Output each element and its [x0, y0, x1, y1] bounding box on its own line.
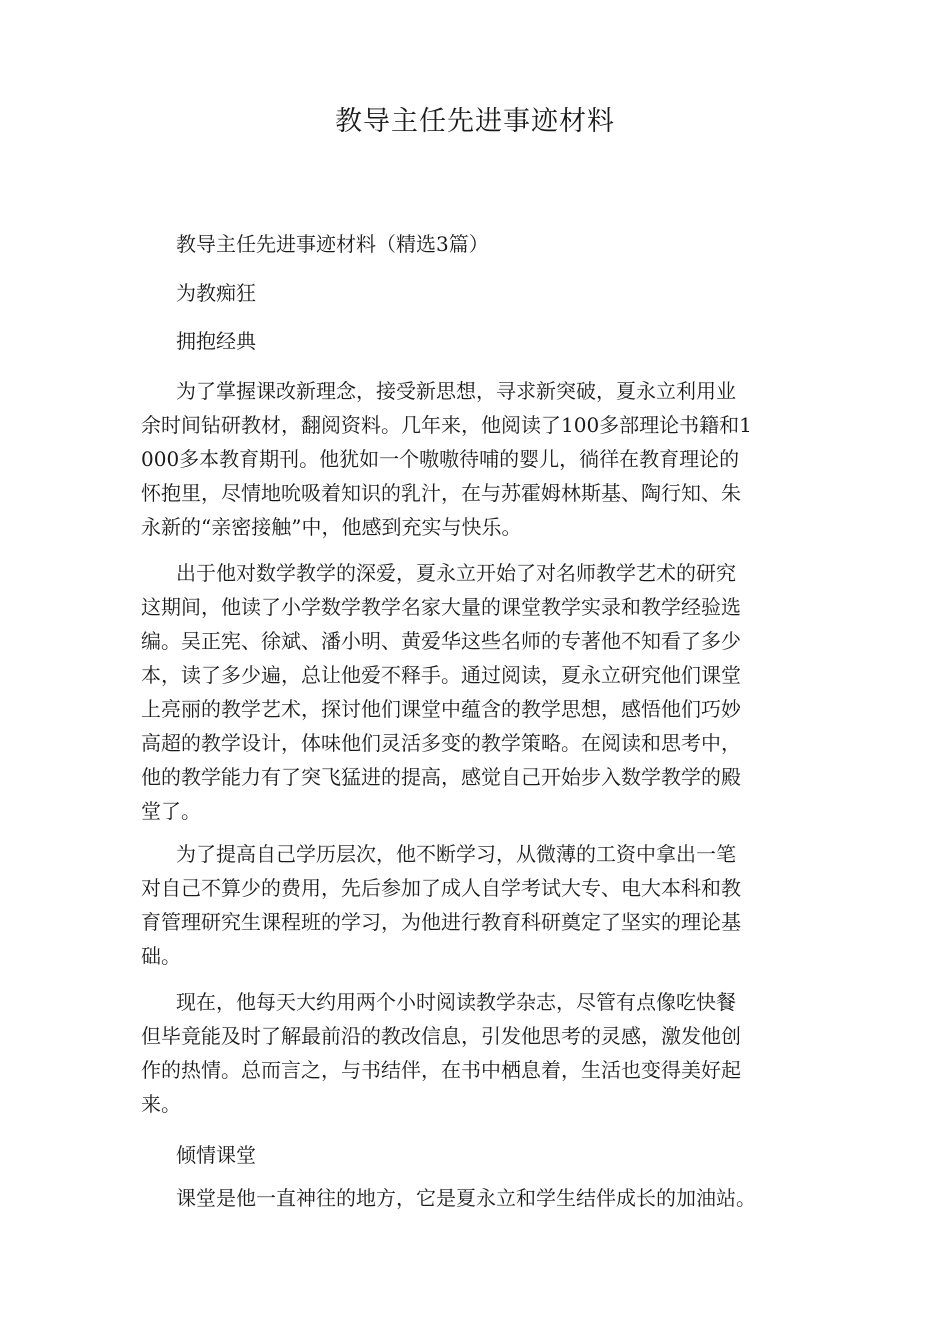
paragraph-line: 000多本教育期刊。他犹如一个嗷嗷待哺的婴儿，徜徉在教育理论的 — [141, 447, 740, 471]
paragraph-line: 来。 — [141, 1092, 181, 1116]
paragraph-line: 对自己不算少的费用，先后参加了成人自学考试大专、电大本科和教 — [141, 876, 741, 900]
last-paragraph-line: 课堂是他一直神往的地方，它是夏永立和学生结伴成长的加油站。 — [176, 1186, 756, 1210]
paragraph-1 — [141, 374, 821, 544]
section-heading-wei-jiao-chi-kuang: 为教痴狂 — [176, 281, 256, 305]
section-heading-qing-qing-ke-tang: 倾情课堂 — [176, 1143, 256, 1167]
paragraph-line: 编。吴正宪、徐斌、潘小明、黄爱华这些名师的专著他不知看了多少 — [141, 629, 741, 653]
paragraph-line: 上亮丽的教学艺术，探讨他们课堂中蕴含的教学思想，感悟他们巧妙 — [141, 697, 741, 721]
paragraph-line: 但毕竟能及时了解最前沿的教改信息，引发他思考的灵感，激发他创 — [141, 1024, 741, 1048]
paragraph-line: 础。 — [141, 944, 181, 968]
paragraph-line: 为了提高自己学历层次，他不断学习，从微薄的工资中拿出一笔 — [176, 842, 736, 866]
paragraph-3 — [141, 837, 821, 973]
paragraph-line: 出于他对数学教学的深爱，夏永立开始了对名师教学艺术的研究 — [176, 561, 736, 585]
paragraph-line: 现在，他每天大约用两个小时阅读教学杂志，尽管有点像吃快餐 — [176, 990, 736, 1014]
paragraph-line: 为了掌握课改新理念，接受新思想，寻求新突破，夏永立利用业 — [176, 379, 736, 403]
paragraph-line: 余时间钻研教材，翻阅资料。几年来，他阅读了100多部理论书籍和1 — [141, 413, 752, 437]
paragraph-line: 堂了。 — [141, 799, 201, 823]
paragraph-line: 这期间，他读了小学数学教学名家大量的课堂教学实录和教学经验选 — [141, 595, 741, 619]
section-heading-yong-bao-jing-dian: 拥抱经典 — [176, 329, 256, 353]
paragraph-line: 育管理研究生课程班的学习，为他进行教育科研奠定了坚实的理论基 — [141, 910, 741, 934]
paragraph-2 — [141, 556, 821, 828]
paragraph-4 — [141, 985, 821, 1121]
paragraph-line: 本，读了多少遍，总让他爱不释手。通过阅读，夏永立研究他们课堂 — [141, 663, 741, 687]
paragraph-line: 永新的“亲密接触”中，他感到充实与快乐。 — [141, 515, 522, 539]
document-subtitle: 教导主任先进事迹材料（精选3篇） — [176, 232, 489, 256]
document-title: 教导主任先进事迹材料 — [335, 106, 615, 137]
paragraph-line: 他的教学能力有了突飞猛进的提高，感觉自己开始步入数学教学的殿 — [141, 765, 741, 789]
paragraph-line: 高超的教学设计，体味他们灵活多变的教学策略。在阅读和思考中， — [141, 731, 741, 755]
paragraph-line: 作的热情。总而言之，与书结伴，在书中栖息着，生活也变得美好起 — [141, 1058, 741, 1082]
paragraph-line: 怀抱里，尽情地吮吸着知识的乳汁，在与苏霍姆林斯基、陶行知、朱 — [141, 481, 741, 505]
